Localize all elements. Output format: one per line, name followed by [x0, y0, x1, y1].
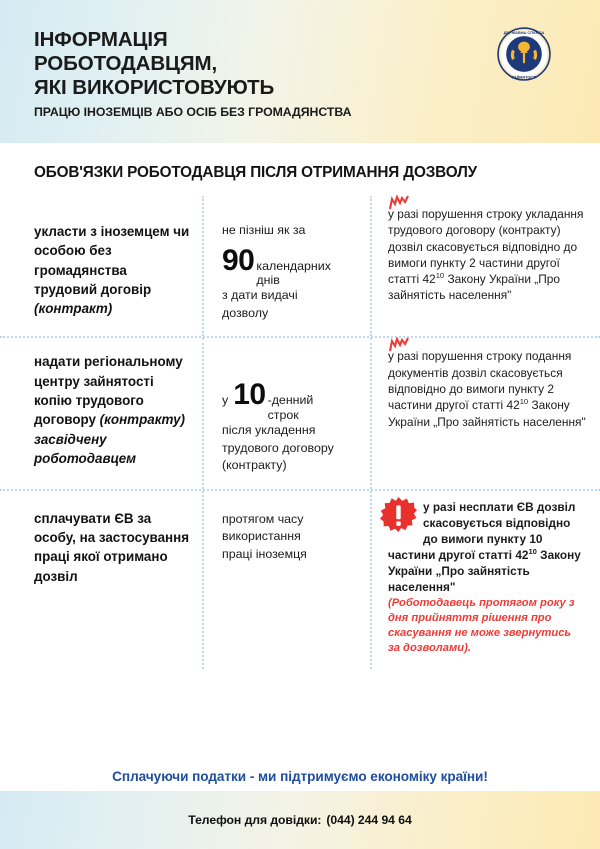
term-cell: [202, 338, 370, 488]
term-number-group: [222, 374, 362, 422]
table-row: [0, 336, 600, 488]
table-row: [0, 489, 600, 670]
term-number: 10: [233, 378, 266, 412]
consequence-text: [388, 206, 586, 304]
term-lead: протягом часу: [222, 511, 304, 526]
duty-text: [34, 222, 192, 318]
page-subtitle: ПРАЦЮ ІНОЗЕМЦІВ АБО ОСІБ БЕЗ ГРОМАДЯНСТВА: [34, 104, 352, 119]
duty-text: [34, 509, 192, 586]
state-employment-service-emblem-icon: [497, 27, 551, 81]
emblem-top-text: ДЕРЖАВНА СЛУЖБА: [503, 30, 545, 36]
duty-italic: (контракт): [34, 301, 113, 317]
table-row: [0, 196, 600, 336]
consequence-before: у разі несплати ЄВ дозвіл скасовується відповідно до вимоги пункту 10 частини другої статті 42: [388, 499, 576, 562]
term-tail-line-1: використання: [222, 529, 301, 544]
consequence-text: [388, 348, 586, 429]
duties-table: [0, 196, 600, 669]
title-line-3: ЯКІ ВИКОРИСТОВУЮТЬ: [34, 75, 275, 99]
article-superscript: 10: [528, 546, 537, 556]
consequence-red-note: (Роботодавець протягом року з дня прийняття рішення про скасування не може звернутись за дозволами).: [388, 596, 575, 654]
consequence-after: Закону України „Про зайнятість населення": [388, 547, 581, 594]
term-unit-line-2: днів: [256, 272, 280, 287]
consequence-before: у разі порушення строку укладання трудового договору (контракту) дозвіл скасовується відповідно до вимоги пункту 2 частини другої статті 42: [388, 207, 584, 287]
section-title: ОБОВ'ЯЗКИ РОБОТОДАВЦЯ ПІСЛЯ ОТРИМАННЯ ДОЗВОЛУ: [34, 164, 478, 181]
footer-banner: [0, 791, 600, 849]
consequence-text: [388, 499, 586, 595]
duty-cell: [0, 196, 202, 336]
title-line-1: ІНФОРМАЦІЯ: [34, 28, 168, 51]
helpline-number: (044) 244 94 64: [326, 813, 412, 827]
consequence-wrap: [388, 206, 586, 304]
duty-cell: [0, 338, 202, 488]
consequence-after: Закону України „Про зайнятість населення": [388, 398, 586, 429]
consequence-before: у разі порушення строку подання документів дозвіл скасовується відповідно до вимоги пункту 2 частини другої статті 42: [388, 349, 572, 413]
term-unit-line-1: -денний: [267, 393, 314, 408]
title-line-2: РОБОТОДАВЦЯМ,: [34, 51, 218, 75]
term-text: [222, 374, 362, 474]
consequence-cell: [370, 491, 600, 670]
article-superscript: 10: [435, 271, 445, 281]
duty-cell: [0, 491, 202, 670]
slogan-band: [0, 761, 600, 791]
term-text: [222, 511, 362, 564]
term-unit: [268, 393, 314, 422]
consequence-cell: [370, 196, 600, 336]
term-cell: [202, 196, 370, 336]
duty-italic: (контракту) засвідчену роботодавцем: [34, 412, 185, 466]
term-unit-line-1: календарних: [256, 258, 331, 273]
duty-plain: надати регіональному центру зайнятості копію трудового договору: [34, 354, 183, 428]
term-unit: [256, 259, 331, 288]
term-tail-line-2: дозволу: [222, 305, 269, 320]
helpline: [188, 813, 411, 827]
slogan-text: Сплачуючи податки - ми підтримуємо економіку країни!: [112, 768, 488, 784]
term-tail-line-2: трудового договору: [222, 440, 334, 455]
helpline-label: Телефон для довідки:: [188, 813, 322, 827]
duty-text: [34, 352, 192, 468]
duty-plain: укласти з іноземцем чи особою без громадянства трудовий договір: [34, 224, 190, 297]
term-tail-line-2: праці іноземця: [222, 546, 307, 561]
term-cell: [202, 491, 370, 670]
term-lead: у: [222, 393, 229, 408]
consequence-cell: [370, 338, 600, 488]
duty-plain: сплачувати ЄВ за особу, на застосування праці якої отримано дозвіл: [34, 510, 190, 584]
term-lead: не пізніш як за: [222, 223, 306, 237]
consequence-wrap: [388, 348, 586, 429]
emblem-bottom-text: ЗАЙНЯТОСТІ: [511, 74, 537, 80]
term-number-group: [222, 240, 362, 288]
header-banner: [0, 0, 600, 143]
term-tail-line-3: (контракту): [222, 458, 287, 473]
term-tail-line-1: з дати видачі: [222, 288, 298, 303]
consequence-after: Закону України „Про зайнятість населення": [388, 272, 560, 303]
term-unit-line-2: строк: [267, 407, 299, 422]
term-text: [222, 222, 362, 322]
term-number: 90: [222, 243, 255, 277]
article-superscript: 10: [519, 397, 529, 407]
term-tail-line-1: після укладення: [222, 422, 316, 437]
